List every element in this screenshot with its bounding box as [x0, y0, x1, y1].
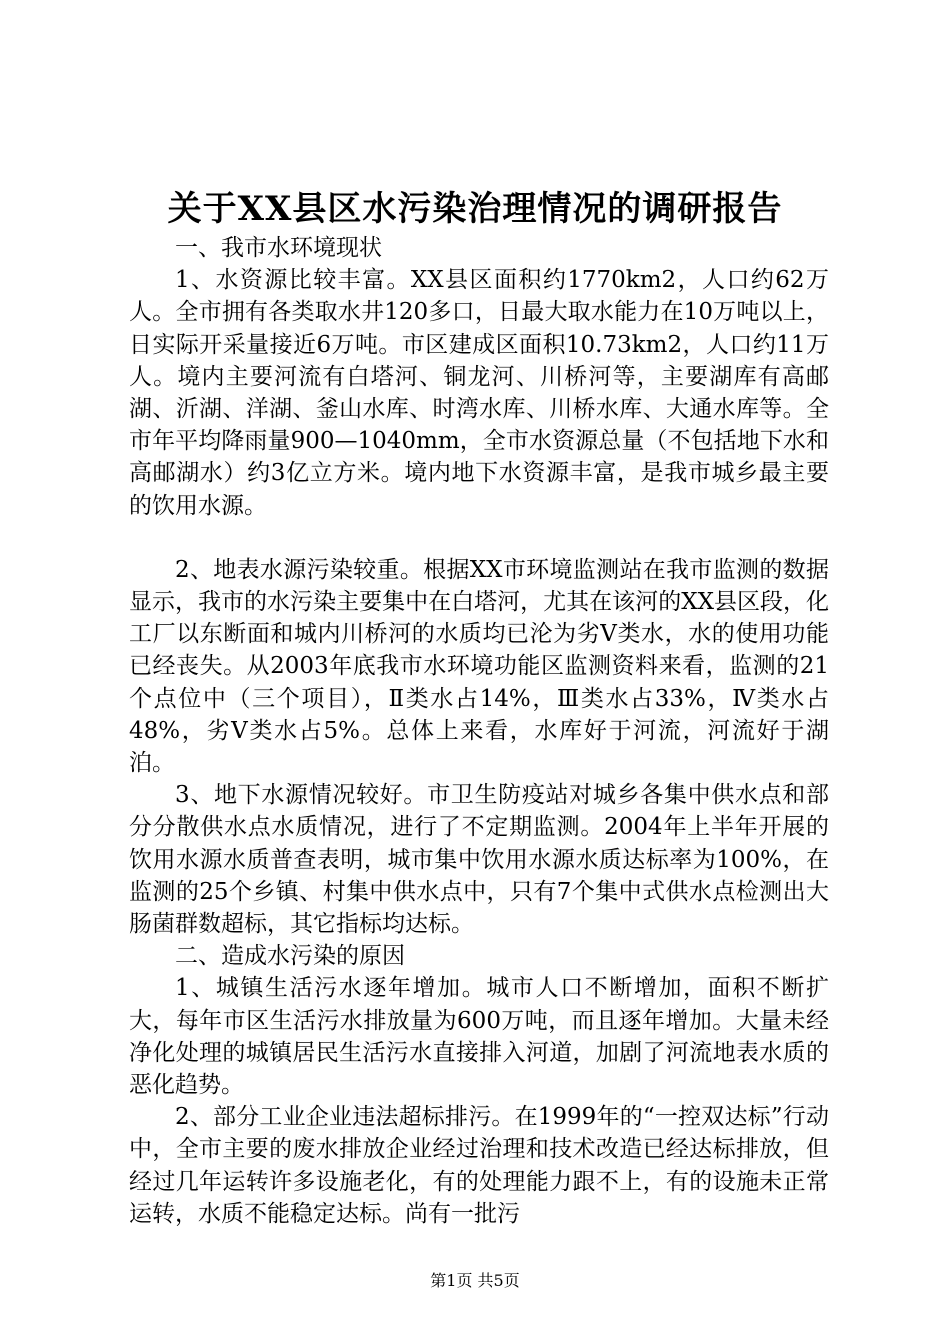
section-heading: 一、我市水环境现状 [175, 235, 382, 261]
paragraph: 2、部分工业企业违法超标排污。在1999年的“一控双达标”行动中，全市主要的废水排放企业经过治理和技术改造已经达标排放，但经过几年运转许多设施老化，有的处理能力跟不上，有的设施未正常运转，水质不能稳定达标。尚有一批污 [129, 1104, 829, 1227]
document-title: 关于XX县区水污染治理情况的调研报告 [167, 189, 783, 229]
section-heading: 二、造成水污染的原因 [175, 943, 405, 970]
paragraph: 1、城镇生活污水逐年增加。城市人口不断增加，面积不断扩大，每年市区生活污水排放量为600万吨，而且逐年增加。大量未经净化处理的城镇居民生活污水直接排入河道，加剧了河流地表水质的恶化趋势。 [129, 975, 829, 1099]
paragraph: 3、地下水源情况较好。市卫生防疫站对城乡各集中供水点和部分分散供水点水质情况，进行了不定期监测。2004年上半年开展的饮用水源水质普查表明，城市集中饮用水源水质达标率为100%，在监测的25个乡镇、村集中供水点中，只有7个集中式供水点检测出大肠菌群数超标，其它指标均达标。 [129, 782, 829, 938]
paragraph: 1、水资源比较丰富。XX县区面积约1770km2，人口约62万人。全市拥有各类取水井120多口，日最大取水能力在10万吨以上，日实际开采量接近6万吨。市区建成区面积10.73km2，人口约11万人。境内主要河流有白塔河、铜龙河、川桥河等，主要湖库有高邮湖、沂湖、洋湖、釜山水库、时湾水库、川桥水库、大通水库等。全市年平均降雨量900—1040mm，全市水资源总量（不包括地下水和高邮湖水）约3亿立方米。境内地下水资源丰富，是我市城乡最主要的饮用水源。 [129, 267, 829, 519]
page-footer: 第1页 共5页 [430, 1271, 520, 1290]
document-body [129, 232, 829, 1230]
paragraph: 2、地表水源污染较重。根据XX市环境监测站在我市监测的数据显示，我市的水污染主要集中在白塔河，尤其在该河的XX县区段，化工厂以东断面和城内川桥河的水质均已沦为劣Ⅴ类水，水的使用功能已经丧失。从2003年底我市水环境功能区监测资料来看，监测的21个点位中（三个项目），Ⅱ类水占14%，Ⅲ类水占33%，Ⅳ类水占48%，劣Ⅴ类水占5%。总体上来看，水库好于河流，河流好于湖泊。 [129, 556, 829, 777]
